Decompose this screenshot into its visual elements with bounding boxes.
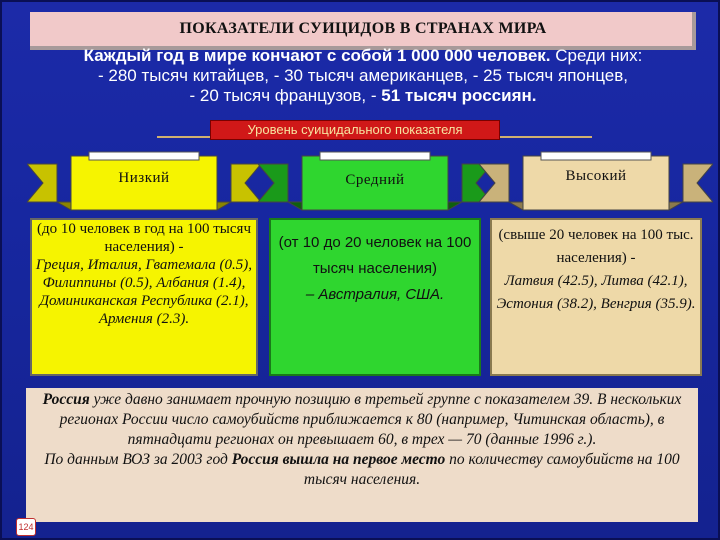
- card-low-examples: Греция, Италия, Гватемала (0.5), Филиппины (0.5), Албания (1.4), Доминиканская Республика (2.1), Армения (2.3).: [35, 257, 253, 327]
- card-high-range: (свыше 20 человек на 100 тыс. населения) -: [498, 227, 694, 266]
- intro-line-1: [32, 46, 694, 66]
- bottom-p2-start: По данным ВОЗ за 2003 год: [44, 451, 232, 468]
- bottom-paragraph-2: [36, 450, 688, 490]
- intro-line-2: - 280 тысяч китайцев, - 30 тысяч американцев, - 25 тысяч японцев,: [97, 66, 629, 85]
- card-low-range: (до 10 человек в год на 100 тысяч населения) -: [37, 221, 251, 255]
- card-mid-range: (от 10 до 20 человек на 100 тысяч населения): [278, 234, 472, 277]
- intro-line-3-bold: 51 тысяч россиян.: [381, 86, 537, 105]
- ribbon-mid-label: Средний: [345, 172, 405, 188]
- intro-line-1-rest: Среди них:: [550, 46, 643, 65]
- bottom-p1-bold: Россия: [42, 391, 90, 408]
- card-low: [30, 218, 258, 376]
- card-high: [490, 218, 702, 376]
- bottom-text: [26, 388, 698, 522]
- bottom-p1-rest: уже давно занимает прочную позицию в третьей группе с показателем 39. В нескольких регионах России число самоубийств приближается к 80 (например, Читинская область), в пятнадцати регионах он превышает 60, в трех — 70 (данные 1996 г.).: [59, 391, 682, 448]
- intro-line-3: [32, 86, 694, 106]
- ribbon-mid: [258, 150, 492, 212]
- intro-line-3-start: - 20 тысяч французов, -: [189, 86, 382, 105]
- ribbon-low-label: Низкий: [118, 170, 170, 186]
- card-mid-examples: – Австралия, США.: [305, 286, 445, 303]
- intro-line-1-bold: Каждый год в мире кончают с собой 1 000 000 человек.: [83, 46, 551, 65]
- bottom-paragraph-1: [36, 390, 688, 450]
- page-number: 124: [16, 518, 36, 536]
- bottom-p2-bold: Россия вышла на первое место: [231, 451, 446, 468]
- ribbon-high: [479, 150, 713, 212]
- intro-text: [32, 46, 694, 106]
- ribbon-high-label: Высокий: [565, 168, 627, 184]
- page-title: ПОКАЗАТЕЛИ СУИЦИДОВ В СТРАНАХ МИРА: [179, 20, 547, 37]
- ribbon-low: [27, 150, 261, 212]
- card-mid: [269, 218, 481, 376]
- bottom-p2-end: по количеству самоубийств на 100 тысяч населения.: [303, 451, 680, 488]
- card-high-examples: Латвия (42.5), Литва (42.1), Эстония (38.2), Венгрия (35.9).: [496, 273, 696, 312]
- level-label: Уровень суицидального показателя: [210, 120, 500, 140]
